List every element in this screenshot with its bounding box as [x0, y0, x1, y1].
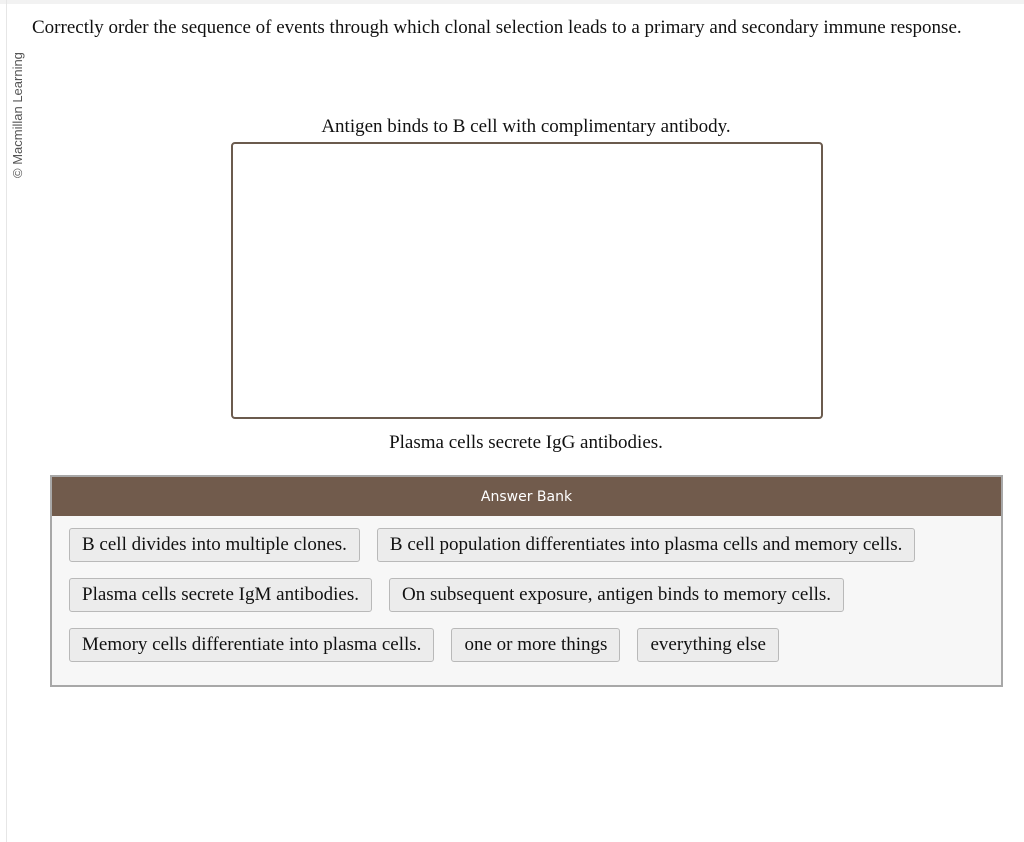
sequence-end-label: Plasma cells secrete IgG antibodies.	[389, 432, 663, 453]
answer-chip[interactable]: Plasma cells secrete IgM antibodies.	[69, 578, 372, 612]
answer-bank-items	[52, 516, 1001, 662]
answer-chip[interactable]: B cell divides into multiple clones.	[69, 528, 360, 562]
top-divider	[0, 0, 1024, 4]
answer-bank-row	[69, 578, 1001, 612]
left-divider	[6, 0, 7, 842]
answer-chip[interactable]: one or more things	[451, 628, 620, 662]
answer-chip[interactable]: On subsequent exposure, antigen binds to memory cells.	[389, 578, 844, 612]
answer-bank	[50, 475, 1003, 687]
answer-chip[interactable]: everything else	[637, 628, 779, 662]
copyright-notice: © Macmillan Learning	[10, 52, 25, 178]
answer-chip[interactable]: B cell population differentiates into plasma cells and memory cells.	[377, 528, 916, 562]
question-prompt: Correctly order the sequence of events through which clonal selection leads to a primary and secondary immune response.	[32, 17, 962, 38]
sequence-start-label: Antigen binds to B cell with complimentary antibody.	[321, 116, 731, 137]
sequence-drop-zone[interactable]	[231, 142, 823, 419]
answer-bank-header: Answer Bank	[52, 477, 1001, 516]
answer-bank-row	[69, 628, 1001, 662]
answer-bank-row	[69, 528, 1001, 562]
answer-chip[interactable]: Memory cells differentiate into plasma cells.	[69, 628, 434, 662]
